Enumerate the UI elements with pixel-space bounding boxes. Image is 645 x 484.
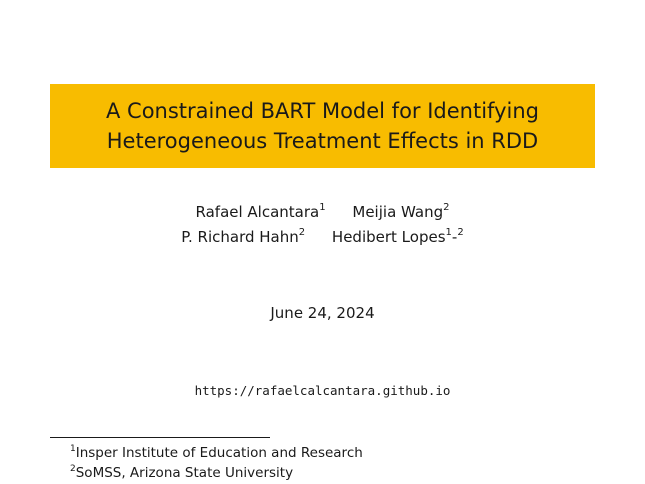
author-name: Meijia Wang bbox=[352, 203, 444, 221]
footnote-mark: 1 bbox=[70, 443, 76, 454]
author-name: Hedibert Lopes bbox=[331, 228, 446, 246]
title-line-2: Heterogeneous Treatment Effects in RDD bbox=[106, 129, 539, 153]
footnote-text: SoMSS, Arizona State University bbox=[75, 465, 294, 481]
affiliation-mark: 2 bbox=[298, 227, 306, 238]
author-name: P. Richard Hahn bbox=[181, 228, 299, 246]
presentation-date: June 24, 2024 bbox=[270, 304, 375, 322]
author-meijia-wang bbox=[352, 200, 449, 225]
author-list bbox=[0, 200, 645, 250]
website-link[interactable]: https://rafaelcalcantara.github.io bbox=[194, 383, 451, 398]
footnotes bbox=[70, 443, 363, 483]
affiliation-separator: - bbox=[451, 228, 458, 246]
author-row-1 bbox=[0, 200, 645, 225]
footnote-1 bbox=[70, 443, 363, 463]
footnote-text: Insper Institute of Education and Research bbox=[75, 445, 363, 461]
affiliation-mark: 1 bbox=[319, 202, 326, 213]
author-rafael-alcantara bbox=[196, 200, 326, 225]
author-hedibert-lopes bbox=[332, 225, 464, 250]
affiliation-mark: 2 bbox=[443, 202, 450, 213]
footnote-2 bbox=[70, 463, 363, 483]
author-p-richard-hahn bbox=[181, 225, 305, 250]
affiliation-mark: 1 bbox=[445, 227, 452, 238]
title-box bbox=[50, 84, 595, 168]
footnote-divider bbox=[50, 437, 270, 438]
author-row-2 bbox=[0, 225, 645, 250]
title-line-1: A Constrained BART Model for Identifying bbox=[106, 99, 539, 123]
footnote-mark: 2 bbox=[70, 463, 76, 474]
affiliation-mark-2: 2 bbox=[457, 227, 464, 238]
author-name: Rafael Alcantara bbox=[195, 203, 320, 221]
